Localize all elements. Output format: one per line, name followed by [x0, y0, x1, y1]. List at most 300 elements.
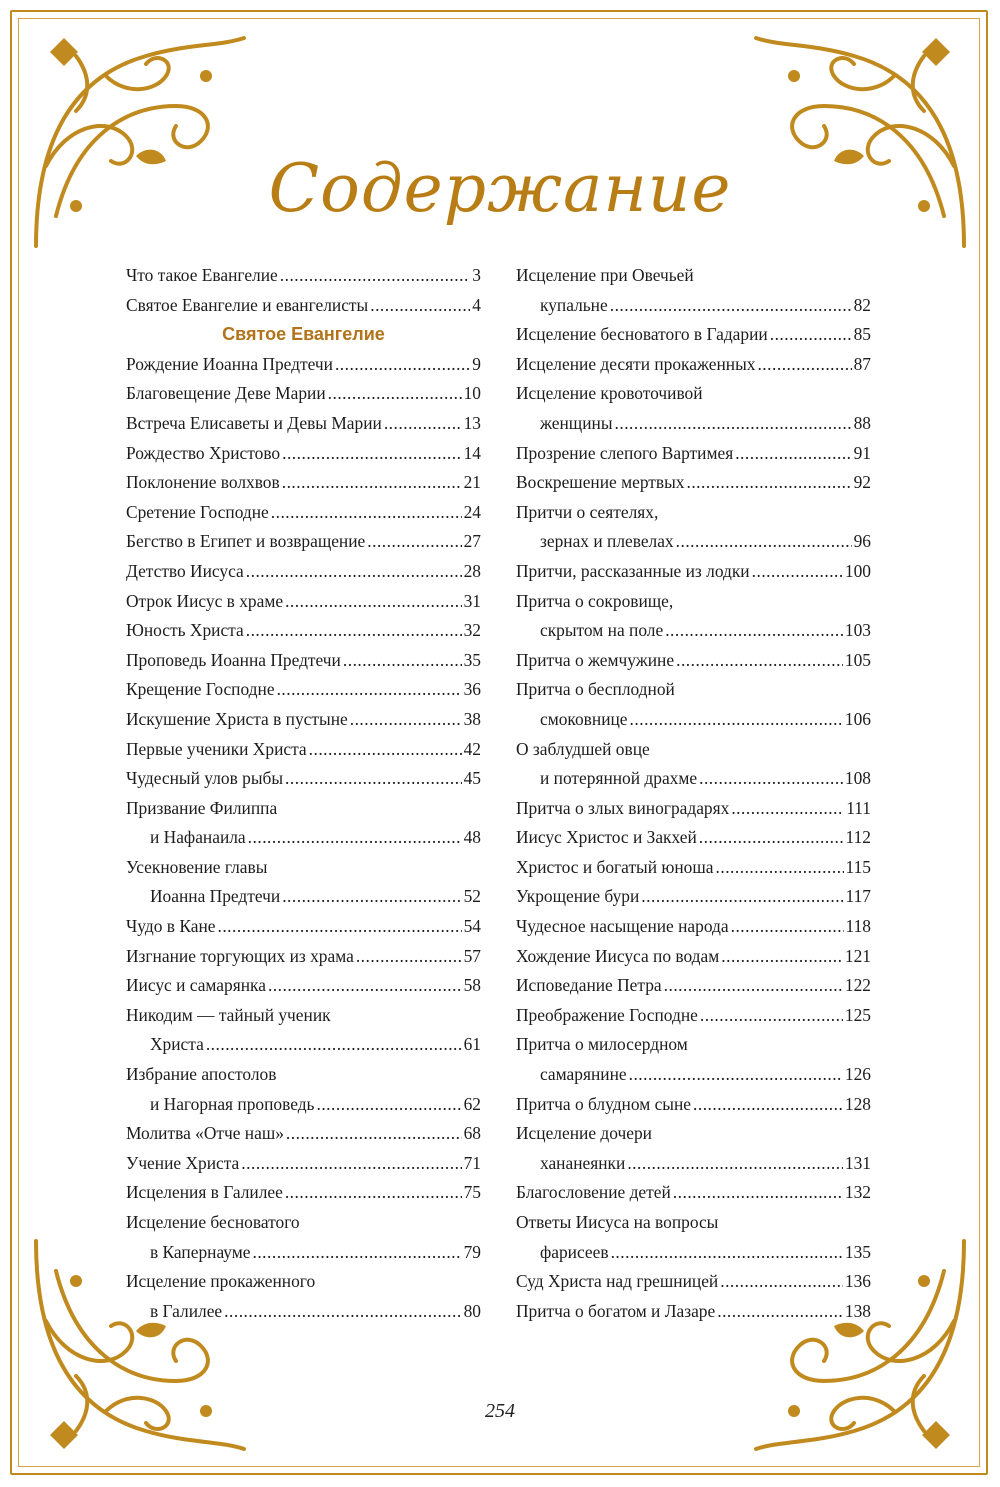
toc-entry-title-cont: и Нафанаила: [150, 827, 246, 848]
toc-entry-page: 3: [472, 265, 481, 285]
toc-entry-page: 38: [463, 708, 481, 729]
dot-leader: [731, 912, 844, 942]
toc-entry: [126, 735, 481, 765]
toc-entry-page: 112: [845, 827, 871, 848]
toc-entry-row: [516, 1178, 871, 1208]
toc-entry: [516, 1090, 871, 1120]
toc-entry: [126, 1119, 481, 1149]
toc-entry-page: 125: [844, 1004, 871, 1025]
toc-column-left: [126, 261, 481, 1326]
toc-entry: [516, 853, 871, 883]
toc-entry-row: [126, 1030, 481, 1060]
toc-entry: [516, 261, 871, 320]
toc-entry-title: Ответы Иисуса на вопросы: [516, 1212, 719, 1232]
toc-entry-title: Отрок Иисус в храме: [126, 590, 284, 611]
dot-leader: [286, 1119, 462, 1149]
toc-entry-title: Чудесный улов рыбы: [126, 768, 284, 789]
toc-entry-page: 27: [463, 531, 481, 552]
toc-entry: [126, 616, 481, 646]
dot-leader: [700, 1001, 843, 1031]
dot-leader: [246, 557, 462, 587]
toc-entry-row: [516, 882, 871, 912]
toc-entry-page: 96: [853, 531, 871, 552]
toc-entry-title: Учение Христа: [126, 1152, 240, 1173]
dot-leader: [246, 616, 462, 646]
toc-entry-title: Чудесное насыщение народа: [516, 916, 729, 937]
toc-entry: [126, 705, 481, 735]
toc-column-right: [516, 261, 871, 1326]
dot-leader: [627, 1149, 843, 1179]
toc-entry-row: [516, 646, 871, 676]
toc-entry-page: 45: [463, 768, 481, 789]
dot-leader: [716, 853, 844, 883]
dot-leader: [641, 882, 843, 912]
toc-entry: [126, 1001, 481, 1060]
toc-entry-row: [126, 261, 481, 291]
toc-entry-page: 58: [463, 975, 481, 996]
dot-leader: [343, 646, 462, 676]
toc-entry-page: 54: [463, 916, 481, 937]
toc-entry-row: [516, 942, 871, 972]
toc-entry-title: Притча о блудном сыне: [516, 1093, 692, 1114]
toc-entry-row: [126, 498, 481, 528]
toc-entry-page: 138: [844, 1300, 871, 1321]
toc-entry: [126, 350, 481, 380]
toc-entry-page: 57: [463, 945, 481, 966]
dot-leader: [271, 498, 462, 528]
page-number: 254: [485, 1400, 515, 1422]
toc-entry-title-cont: и потерянной драхме: [540, 768, 698, 789]
toc-entry-page: 21: [463, 472, 481, 493]
dot-leader: [664, 971, 843, 1001]
toc-entry-page: 4: [472, 294, 481, 315]
toc-entry-title: Избрание апостолов: [126, 1064, 277, 1085]
toc-entry-title: Первые ученики Христа: [126, 738, 307, 759]
toc-entry-page: 122: [844, 975, 871, 996]
toc-entry: [516, 971, 871, 1001]
toc-entry-row: [126, 350, 481, 380]
toc-entry-page: 108: [844, 768, 871, 789]
toc-entry: [516, 1178, 871, 1208]
toc-entry-title: Проповедь Иоанна Предтечи: [126, 649, 341, 670]
dot-leader: [241, 1149, 461, 1179]
toc-entry-page: 100: [844, 560, 871, 581]
toc-entry-title: Притча о милосердном: [516, 1034, 688, 1055]
toc-entry-title-cont: самарянине: [540, 1064, 627, 1085]
toc-entry-row: [516, 1090, 871, 1120]
toc-entry: [516, 882, 871, 912]
toc-entry-row: [516, 823, 871, 853]
toc-entry-page: 61: [463, 1034, 481, 1055]
toc-entry: [126, 291, 481, 321]
dot-leader: [731, 794, 844, 824]
dot-leader: [752, 557, 843, 587]
dot-leader: [367, 527, 461, 557]
toc-entry-row: [126, 882, 481, 912]
toc-entry-row: [126, 646, 481, 676]
toc-entry-page: 111: [846, 797, 871, 818]
toc-entry: [516, 1297, 871, 1327]
toc-entry-title: Преображение Господне: [516, 1004, 698, 1025]
dot-leader: [630, 705, 843, 735]
toc-entry: [126, 498, 481, 528]
toc-entry-row: [126, 971, 481, 1001]
toc-entry-page: 52: [463, 886, 481, 907]
dot-leader: [224, 1297, 461, 1327]
toc-entry-row: [126, 1149, 481, 1179]
toc-entry: [516, 439, 871, 469]
toc-entry-page: 35: [463, 649, 481, 670]
toc-entry: [126, 261, 481, 291]
toc-entry-title: Исцеление дочери: [516, 1123, 652, 1144]
toc-entry-title: Что такое Евангелие: [126, 265, 278, 285]
toc-entry: [516, 794, 871, 824]
toc-entry-row: [126, 764, 481, 794]
toc-entry-page: 71: [463, 1152, 481, 1173]
toc-entry-row: [126, 912, 481, 942]
dot-leader: [370, 291, 470, 321]
toc-entry-page: 80: [463, 1300, 481, 1321]
toc-entry-title: Благовещение Деве Марии: [126, 383, 326, 404]
toc-entry-row: [516, 764, 871, 794]
toc-entry-row: [516, 1149, 871, 1179]
toc-entry-page: 131: [844, 1152, 871, 1173]
dot-leader: [720, 1267, 843, 1297]
toc-entry: [126, 1208, 481, 1267]
dot-leader: [335, 350, 470, 380]
toc-entry-title: Иисус и самарянка: [126, 975, 266, 996]
toc-entry-page: 128: [844, 1093, 871, 1114]
dot-leader: [277, 675, 462, 705]
dot-leader: [699, 764, 843, 794]
toc-entry-row: [516, 468, 871, 498]
toc-entry-title: Воскрешение мертвых: [516, 472, 685, 493]
toc-entry-title: Бегство в Египет и возвращение: [126, 531, 366, 552]
toc-entry-row: [126, 1090, 481, 1120]
toc-entry-title-cont: Христа: [150, 1034, 204, 1055]
toc-entry-title: Исцеление бесноватого в Гадарии: [516, 324, 768, 345]
toc-entry: [126, 379, 481, 409]
toc-entry-page: 126: [844, 1064, 871, 1085]
toc-entry-page: 115: [845, 856, 871, 877]
toc-entry-page: 117: [845, 886, 871, 907]
dot-leader: [676, 646, 843, 676]
toc-entry-title: Притча о бесплодной: [516, 679, 675, 700]
dot-leader: [676, 527, 852, 557]
toc-entry-title: Хождение Иисуса по водам: [516, 945, 720, 966]
toc-entry-page: 28: [463, 560, 481, 581]
section-heading: Святое Евангелие: [222, 324, 385, 345]
toc-entry: [126, 468, 481, 498]
toc-entry-row: [516, 1267, 871, 1297]
toc-entry: [126, 439, 481, 469]
toc-entry: [126, 409, 481, 439]
toc-entry-title: Христос и богатый юноша: [516, 856, 714, 877]
toc-entry-title-cont: хананеянки: [540, 1152, 626, 1173]
toc-entry-row: [126, 379, 481, 409]
toc-entry-row: [516, 1297, 871, 1327]
toc-entry-title: Прозрение слепого Вартимея: [516, 442, 734, 463]
dot-leader: [217, 912, 461, 942]
toc-entry: [516, 1267, 871, 1297]
toc-entry-row: [516, 705, 871, 735]
toc-entry-row: [126, 409, 481, 439]
toc-entry-page: 32: [463, 620, 481, 641]
toc-entry-row: [126, 468, 481, 498]
toc-entry-title: Детство Иисуса: [126, 560, 244, 581]
toc-entry: [126, 1267, 481, 1326]
toc-entry-row: [126, 291, 481, 321]
dot-leader: [285, 1178, 462, 1208]
toc-entry-title: Укрощение бури: [516, 886, 640, 907]
toc-entry: [126, 646, 481, 676]
dot-leader: [721, 942, 843, 972]
toc-entry-title: Рождение Иоанна Предтечи: [126, 353, 333, 374]
toc-entry-page: 48: [463, 827, 481, 848]
toc-entry-page: 121: [844, 945, 871, 966]
toc-entry-title: Притча о богатом и Лазаре: [516, 1300, 716, 1321]
toc-entry-row: [516, 320, 871, 350]
toc-entry-title: Исцеления в Галилее: [126, 1182, 283, 1203]
dot-leader: [285, 764, 462, 794]
toc-entry-title: Исцеление кровоточивой: [516, 383, 703, 404]
toc-entry-page: 88: [853, 412, 871, 433]
dot-leader: [699, 823, 844, 853]
toc-entry-row: [516, 794, 871, 824]
toc-entry-title: Крещение Господне: [126, 679, 275, 700]
toc-entry-title: Благословение детей: [516, 1182, 671, 1203]
toc-entry: [516, 942, 871, 972]
toc-entry: [126, 1178, 481, 1208]
toc-entry: [126, 971, 481, 1001]
page-title: Содержание: [268, 150, 732, 227]
toc-entry: [126, 557, 481, 587]
dot-leader: [282, 439, 462, 469]
dot-leader: [280, 261, 471, 291]
toc-entry-row: [516, 350, 871, 380]
toc-entry-row: [516, 439, 871, 469]
toc-entry-title: Исцеление при Овечьей: [516, 265, 694, 285]
dot-leader: [384, 409, 462, 439]
toc-entry-row: [516, 291, 871, 321]
toc-entry-page: 24: [463, 501, 481, 522]
toc-entry-row: [516, 557, 871, 587]
toc-entry-row: [126, 942, 481, 972]
toc-entry-row: [516, 1238, 871, 1268]
toc-entry: [516, 1001, 871, 1031]
toc-entry-page: 135: [844, 1241, 871, 1262]
toc-entry-title: Рождество Христово: [126, 442, 281, 463]
toc-entry-title-cont: и Нагорная проповедь: [150, 1093, 315, 1114]
toc-entry-title: Изгнание торгующих из храма: [126, 945, 354, 966]
toc-entry-title-cont: купальне: [540, 294, 608, 315]
toc-entry-title-cont: Иоанна Предтечи: [150, 886, 281, 907]
toc-entry-row: [516, 527, 871, 557]
toc-entry: [126, 1060, 481, 1119]
toc-entry-page: 92: [853, 472, 871, 493]
toc-entry-title: Призвание Филиппа: [126, 797, 278, 818]
toc-entry-title: Исцеление десяти прокаженных: [516, 353, 756, 374]
dot-leader: [610, 291, 852, 321]
toc-entry-row: [516, 1001, 871, 1031]
toc-entry-title-cont: фарисеев: [540, 1241, 609, 1262]
dot-leader: [282, 882, 461, 912]
dot-leader: [735, 439, 851, 469]
toc-entry: [126, 587, 481, 617]
toc-entry-title: Искушение Христа в пустыне: [126, 708, 348, 729]
toc-entry-page: 75: [463, 1182, 481, 1203]
toc-entry-title: Поклонение волхвов: [126, 472, 280, 493]
toc-entry-title: Юность Христа: [126, 620, 244, 641]
toc-entry-page: 68: [463, 1123, 481, 1144]
toc-entry-title-cont: в Капернауме: [150, 1241, 251, 1262]
toc-entry-page: 31: [463, 590, 481, 611]
toc-entry-row: [126, 439, 481, 469]
toc-entry-row: [126, 557, 481, 587]
toc-entry: [516, 498, 871, 557]
dot-leader: [350, 705, 462, 735]
dot-leader: [285, 587, 462, 617]
toc-entry: [516, 735, 871, 794]
toc-entry: [126, 764, 481, 794]
toc-entry-row: [126, 587, 481, 617]
dot-leader: [252, 1238, 461, 1268]
toc-entry-title: Чудо в Кане: [126, 916, 216, 937]
toc-entry: [516, 587, 871, 646]
toc-entry-page: 91: [853, 442, 871, 463]
dot-leader: [248, 823, 462, 853]
toc-entry-title: Притча о жемчужине: [516, 649, 675, 670]
toc-entry-row: [126, 675, 481, 705]
toc-entry-page: 62: [463, 1093, 481, 1114]
dot-leader: [309, 735, 462, 765]
toc-entry-title-cont: женщины: [540, 412, 613, 433]
dot-leader: [665, 616, 843, 646]
toc-entry-title: Иисус Христос и Закхей: [516, 827, 697, 848]
dot-leader: [673, 1178, 843, 1208]
toc-entry-title: Исповедание Петра: [516, 975, 662, 996]
dot-leader: [615, 409, 852, 439]
toc-entry-title: Суд Христа над грешницей: [516, 1271, 719, 1292]
toc-entry-row: [126, 705, 481, 735]
toc-entry: [516, 350, 871, 380]
toc-entry-page: 105: [844, 649, 871, 670]
toc-entry-row: [516, 853, 871, 883]
toc-entry: [126, 853, 481, 912]
toc-entry-page: 136: [844, 1271, 871, 1292]
toc-entry-row: [126, 823, 481, 853]
toc-entry-row: [126, 527, 481, 557]
toc-entry: [126, 527, 481, 557]
toc-entry: [516, 1119, 871, 1178]
toc-entry-title: О заблудшей овце: [516, 738, 650, 759]
toc-entry-row: [126, 1238, 481, 1268]
toc-entry-title: Притча о сокровище,: [516, 590, 674, 611]
toc-entry-title: Притчи о сеятелях,: [516, 501, 659, 522]
toc-entry-title-cont: смоковнице: [540, 708, 628, 729]
toc-entry: [516, 1030, 871, 1089]
toc-entry-page: 14: [463, 442, 481, 463]
toc-entry-page: 103: [844, 620, 871, 641]
dot-leader: [316, 1090, 461, 1120]
toc-entry-page: 132: [844, 1182, 871, 1203]
toc-entry: [516, 912, 871, 942]
toc-entry: [126, 912, 481, 942]
dot-leader: [686, 468, 851, 498]
toc-entry-page: 106: [844, 708, 871, 729]
dot-leader: [757, 350, 851, 380]
toc-entry-row: [126, 616, 481, 646]
toc-entry: [516, 1208, 871, 1267]
toc-entry: [126, 794, 481, 853]
toc-entry-page: 82: [853, 294, 871, 315]
toc-entry-title: Притчи, рассказанные из лодки: [516, 560, 750, 581]
toc-entry-title: Никодим — тайный ученик: [126, 1004, 331, 1025]
toc-entry-row: [516, 616, 871, 646]
dot-leader: [770, 320, 852, 350]
toc-entry-row: [126, 1119, 481, 1149]
dot-leader: [693, 1090, 843, 1120]
toc-entry-page: 79: [463, 1241, 481, 1262]
toc-entry: [516, 468, 871, 498]
toc-entry: [126, 1149, 481, 1179]
dot-leader: [282, 468, 462, 498]
toc-entry: [516, 379, 871, 438]
toc-entry-row: [516, 912, 871, 942]
toc-entry: [516, 646, 871, 676]
toc-entry-row: [126, 1297, 481, 1327]
dot-leader: [328, 379, 462, 409]
toc-entry: [516, 823, 871, 853]
toc-entry-title: Усекновение главы: [126, 856, 268, 877]
dot-leader: [206, 1030, 462, 1060]
toc-entry-page: 42: [463, 738, 481, 759]
dot-leader: [717, 1297, 843, 1327]
toc-entry-page: 118: [845, 916, 871, 937]
toc-entry-title: Сретение Господне: [126, 501, 269, 522]
toc-entry-title-cont: зернах и плевелах: [540, 531, 674, 552]
toc-entry-title: Молитва «Отче наш»: [126, 1123, 284, 1144]
toc-entry-title: Притча о злых виноградарях: [516, 797, 730, 818]
dot-leader: [268, 971, 462, 1001]
toc-entry-row: [126, 1178, 481, 1208]
toc-entry: [126, 942, 481, 972]
dot-leader: [356, 942, 462, 972]
toc-entry-row: [516, 971, 871, 1001]
dot-leader: [611, 1238, 843, 1268]
toc-entry-row: [126, 735, 481, 765]
toc-entry: [516, 557, 871, 587]
toc-entry-title-cont: в Галилее: [150, 1300, 223, 1321]
toc-entry: [126, 675, 481, 705]
toc-entry: [516, 320, 871, 350]
toc-entry: [516, 675, 871, 734]
toc-entry-row: [516, 1060, 871, 1090]
toc-entry-page: 9: [472, 353, 481, 374]
toc-entry-row: [516, 409, 871, 439]
toc-entry-page: 36: [463, 679, 481, 700]
toc-entry-page: 87: [853, 353, 871, 374]
toc-entry-title: Встреча Елисаветы и Девы Марии: [126, 412, 382, 433]
toc-entry-page: 85: [853, 324, 871, 345]
toc-entry-title: Исцеление бесноватого: [126, 1212, 300, 1232]
toc-entry-title: Исцеление прокаженного: [126, 1271, 316, 1292]
dot-leader: [629, 1060, 843, 1090]
toc-entry-page: 10: [463, 383, 481, 404]
toc-entry-title: Святое Евангелие и евангелисты: [126, 294, 369, 315]
toc-entry-page: 13: [463, 412, 481, 433]
toc-entry-title-cont: скрытом на поле: [540, 620, 664, 641]
